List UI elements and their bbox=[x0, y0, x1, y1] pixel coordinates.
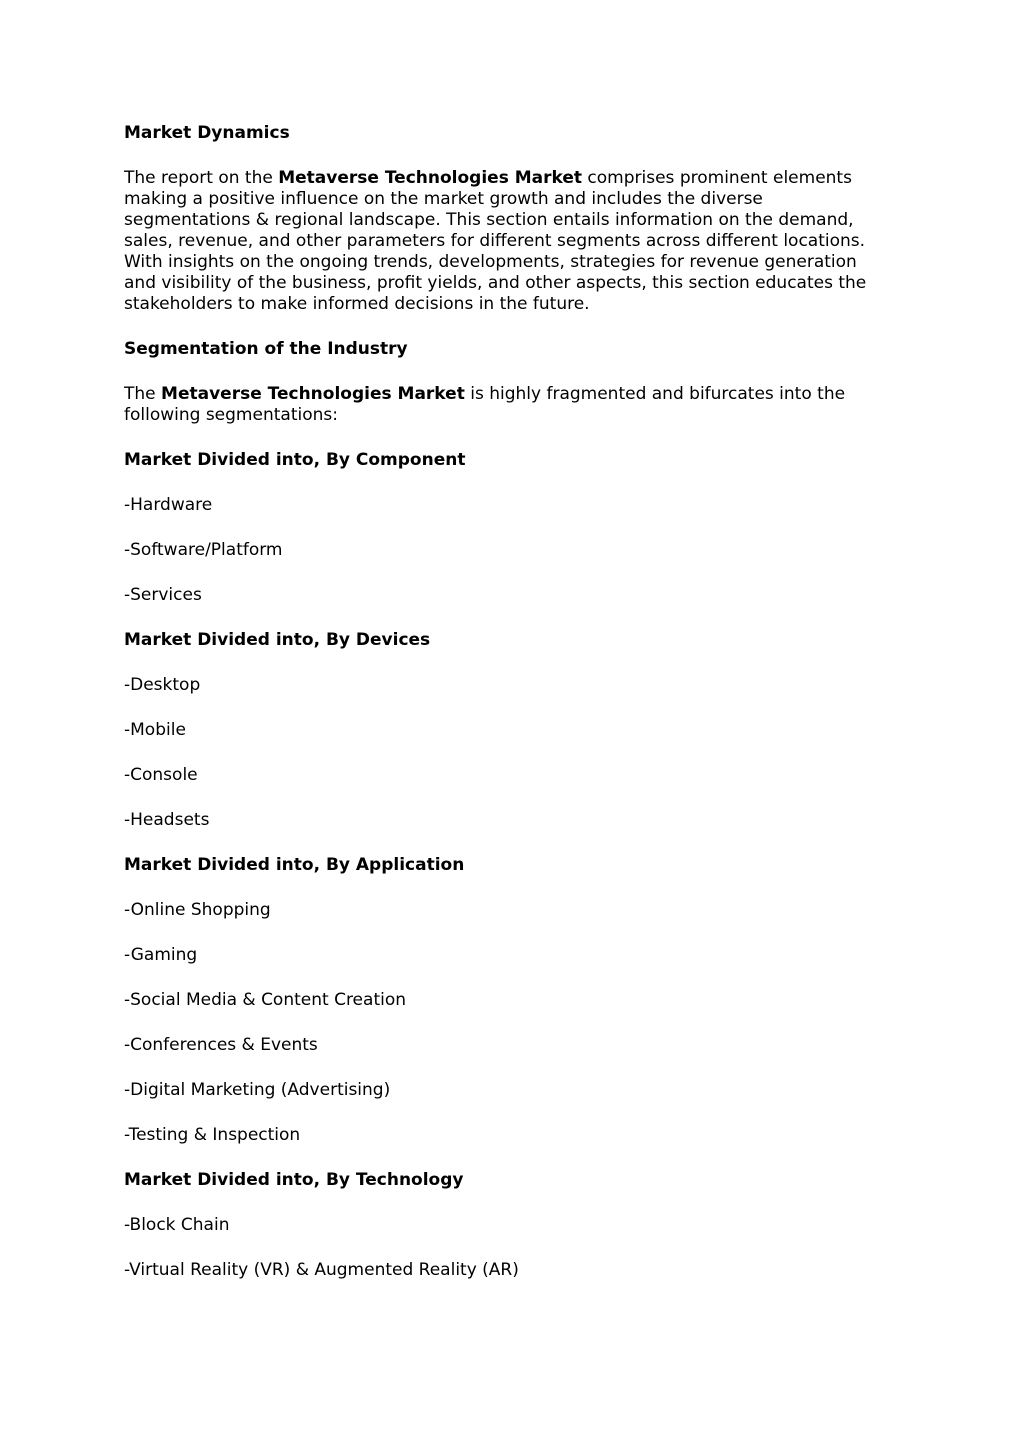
market-name-bold: Metaverse Technologies Market bbox=[161, 384, 465, 404]
document-page bbox=[124, 123, 894, 1281]
paragraph-text: The bbox=[124, 384, 162, 404]
list-item: -Headsets bbox=[124, 810, 210, 830]
paragraph-text: The report on the bbox=[124, 168, 279, 188]
list-item: -Social Media & Content Creation bbox=[124, 990, 407, 1010]
paragraph-text: comprises prominent elements making a positive influence on the market growth and includes the diverse segmentations & regional landscape. This section entails information on the demand, sales, revenue, and other parameters for different segments across different locations. With insights on the ongoing trends, developments, strategies for revenue generation and visibility of the business, profit yields, and other aspects, this section educates the stakeholders to make informed decisions in the future. bbox=[124, 168, 867, 314]
list-item: -Gaming bbox=[124, 945, 198, 965]
heading-by-technology: Market Divided into, By Technology bbox=[124, 1170, 464, 1190]
list-item: -Block Chain bbox=[124, 1215, 230, 1235]
list-item: -Digital Marketing (Advertising) bbox=[124, 1080, 391, 1100]
heading-by-component: Market Divided into, By Component bbox=[124, 450, 466, 470]
list-item: -Virtual Reality (VR) & Augmented Reality (AR) bbox=[124, 1260, 519, 1280]
heading-market-dynamics: Market Dynamics bbox=[124, 123, 290, 143]
heading-by-devices: Market Divided into, By Devices bbox=[124, 630, 431, 650]
list-item: -Hardware bbox=[124, 495, 213, 515]
list-item: -Services bbox=[124, 585, 202, 605]
list-item: -Testing & Inspection bbox=[124, 1125, 301, 1145]
list-item: -Mobile bbox=[124, 720, 186, 740]
list-item: -Software/Platform bbox=[124, 540, 283, 560]
list-item: -Conferences & Events bbox=[124, 1035, 318, 1055]
list-item: -Console bbox=[124, 765, 198, 785]
segmentation-paragraph bbox=[124, 384, 894, 426]
list-item: -Online Shopping bbox=[124, 900, 271, 920]
heading-segmentation: Segmentation of the Industry bbox=[124, 339, 408, 359]
market-dynamics-paragraph bbox=[124, 168, 894, 315]
paragraph-text: is highly fragmented and bifurcates into the following segmentations: bbox=[124, 384, 846, 425]
market-name-bold: Metaverse Technologies Market bbox=[278, 168, 583, 188]
list-item: -Desktop bbox=[124, 675, 201, 695]
heading-by-application: Market Divided into, By Application bbox=[124, 855, 465, 875]
